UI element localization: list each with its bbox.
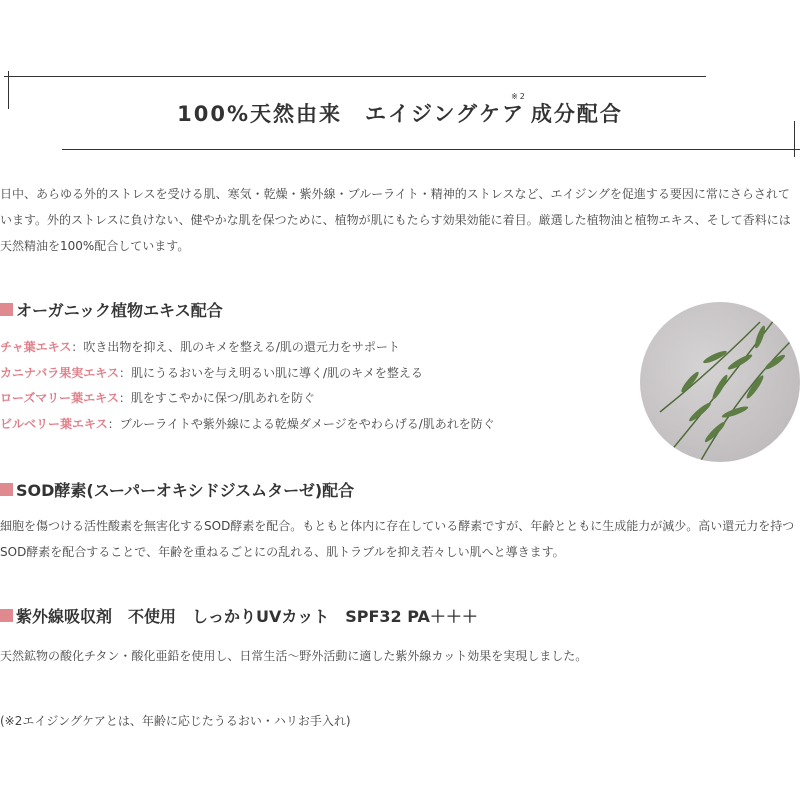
list-item: チャ葉エキス：吹き出物を抑え、肌のキメを整える/肌の還元力をサポート [0, 340, 400, 354]
footnote-marker: ※2 [511, 92, 527, 101]
footnote: (※2エイジングケアとは、年齢に応じたうるおい・ハリお手入れ) [0, 714, 351, 728]
section-heading-organic: オーガニック植物エキス配合 [0, 298, 223, 321]
page-title: 100%天然由来 エイジングケア$^{※2}$成分配合 [177, 92, 623, 126]
section-heading-uv: 紫外線吸収剤 不使用 しっかりUVカット SPF32 PA＋＋＋ [0, 604, 478, 627]
extract-list [0, 335, 495, 437]
list-item: カニナバラ果実エキス：肌にうるおいを与え明るい肌に導く/肌のキメを整える [0, 365, 423, 380]
square-bullet-icon [0, 609, 13, 622]
uv-text: 天然鉱物の酸化チタン・酸化亜鉛を使用し、日常生活〜野外活動に適した紫外線カット効果を実現しました。 [0, 649, 588, 663]
rosemary-photo [640, 302, 800, 462]
square-bullet-icon [0, 483, 13, 496]
sod-text: 細胞を傷つける活性酸素を無害化するSOD酵素を配合。もともと体内に存在している酵素ですが、年齢とともに生成能力が減少。高い還元力を持つSOD酵素を配合することで、年齢を重ねるごとにの乱れる、肌トラブルを抑え若々しい肌へと導きます。 [0, 519, 795, 559]
intro-text: 日中、あらゆる外的ストレスを受ける肌、寒気・乾燥・紫外線・ブルーライト・精神的ストレスなど、エイジングを促進する要因に常にさらされています。外的ストレスに負けない、健やかな肌を保つために、植物が肌にもたらす効果効能に着目。厳選した植物油と植物エキス、そして香料には天然精油を100%配合しています。 [0, 187, 791, 253]
list-item: ビルベリー葉エキス：ブルーライトや紫外線による乾燥ダメージをやわらげる/肌あれを防ぐ [0, 416, 495, 431]
frame-top-line [4, 76, 706, 77]
square-bullet-icon [0, 303, 13, 316]
section-heading-sod: SOD酵素(スーパーオキシドジスムターゼ)配合 [0, 478, 354, 501]
frame-bottom-line [62, 149, 800, 150]
list-item: ローズマリー葉エキス：肌をすこやかに保つ/肌あれを防ぐ [0, 391, 315, 405]
